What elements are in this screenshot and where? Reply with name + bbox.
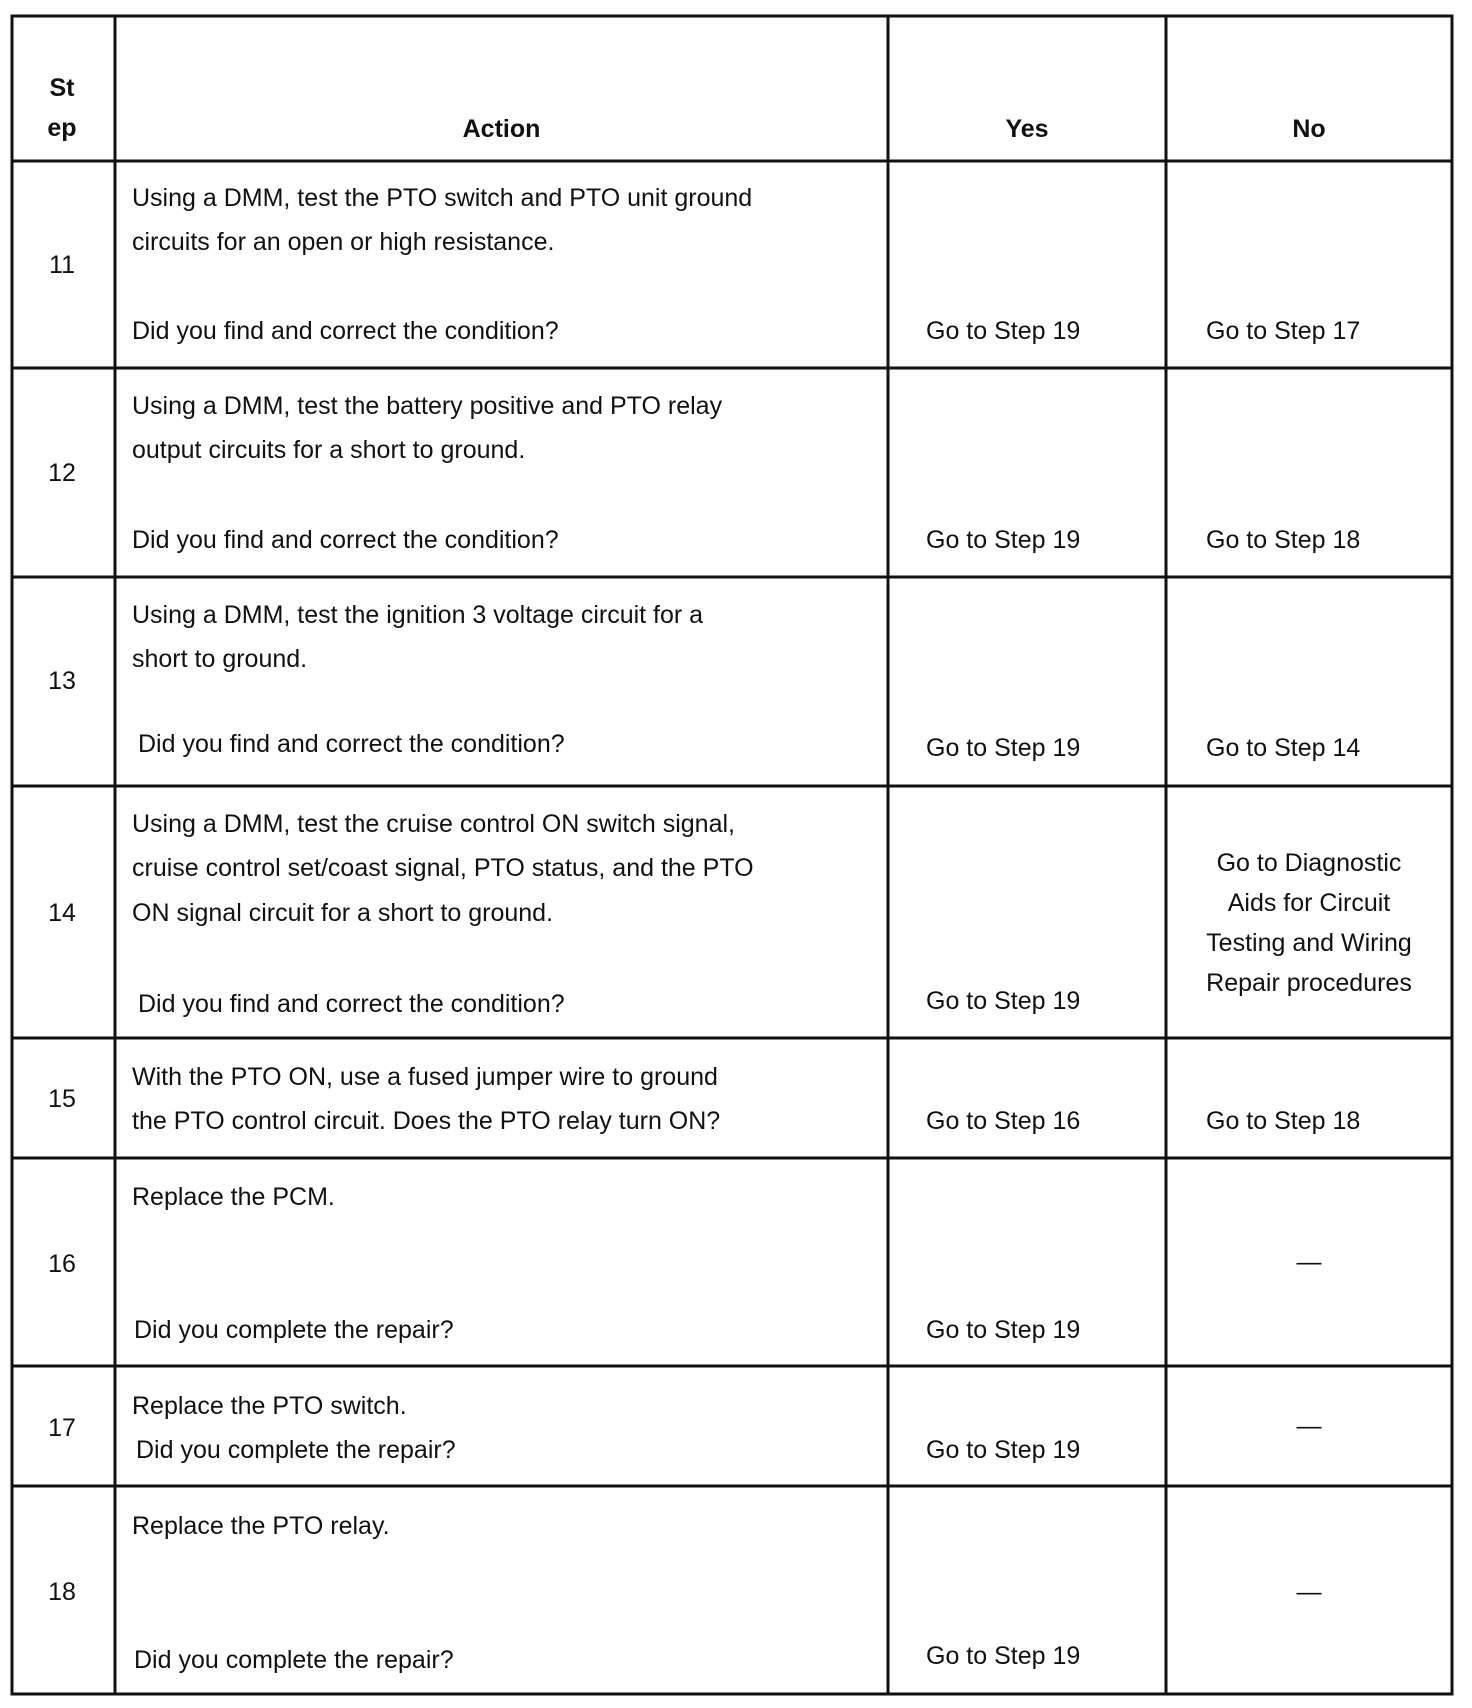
action-question: Did you find and correct the condition? <box>132 526 559 554</box>
no-outcome-line: Repair procedures <box>1206 969 1412 997</box>
yes-outcome: Go to Step 19 <box>926 987 1081 1015</box>
action-line: Replace the PTO relay. <box>132 1512 390 1540</box>
action-line: Using a DMM, test the ignition 3 voltage circuit for a <box>132 601 704 629</box>
step-number: 16 <box>48 1250 76 1278</box>
no-outcome: Go to Step 17 <box>1206 317 1361 345</box>
action-question: Did you complete the repair? <box>136 1436 456 1464</box>
action-line: Using a DMM, test the battery positive and PTO relay <box>132 392 723 420</box>
action-line: Using a DMM, test the cruise control ON switch signal, <box>132 810 735 838</box>
action-question: Did you complete the repair? <box>134 1646 454 1674</box>
yes-outcome: Go to Step 16 <box>926 1107 1081 1135</box>
no-outcome: Go to Step 18 <box>1206 1107 1361 1135</box>
action-line: With the PTO ON, use a fused jumper wire to ground <box>132 1063 718 1091</box>
action-line: Using a DMM, test the PTO switch and PTO unit ground <box>132 184 753 212</box>
step-number: 13 <box>48 667 76 695</box>
action-question: Did you find and correct the condition? <box>132 317 559 345</box>
action-line: ON signal circuit for a short to ground. <box>132 899 554 927</box>
step-number: 15 <box>48 1085 76 1113</box>
action-question: Did you complete the repair? <box>134 1316 454 1344</box>
yes-outcome: Go to Step 19 <box>926 1316 1081 1344</box>
yes-outcome: Go to Step 19 <box>926 526 1081 554</box>
action-line: Replace the PCM. <box>132 1183 335 1211</box>
header-step: St ep <box>47 74 77 142</box>
action-question: Did you find and correct the condition? <box>138 990 565 1018</box>
no-outcome-line: Testing and Wiring <box>1206 929 1412 957</box>
action-line: output circuits for a short to ground. <box>132 436 526 464</box>
no-outcome-line: Go to Diagnostic <box>1216 849 1402 877</box>
action-line: Replace the PTO switch. <box>132 1392 407 1420</box>
header-yes: Yes <box>1005 115 1049 143</box>
action-line: cruise control set/coast signal, PTO status, and the PTO <box>132 854 754 882</box>
step-number: 12 <box>48 459 76 487</box>
no-outcome: Go to Step 14 <box>1206 734 1361 762</box>
header-no: No <box>1292 115 1326 143</box>
no-outcome: — <box>1296 1248 1322 1276</box>
yes-outcome: Go to Step 19 <box>926 317 1081 345</box>
yes-outcome: Go to Step 19 <box>926 1436 1081 1464</box>
no-outcome: Go to Step 18 <box>1206 526 1361 554</box>
action-question: Did you find and correct the condition? <box>138 730 565 758</box>
step-number: 18 <box>48 1578 76 1606</box>
action-line: the PTO control circuit. Does the PTO relay turn ON? <box>132 1107 721 1135</box>
header-action: Action <box>462 115 541 143</box>
no-outcome: — <box>1296 1412 1322 1440</box>
no-outcome-line: Aids for Circuit <box>1227 889 1391 917</box>
no-outcome: — <box>1296 1578 1322 1606</box>
step-number: 14 <box>48 899 76 927</box>
action-line: short to ground. <box>132 645 308 673</box>
action-line: circuits for an open or high resistance. <box>132 228 555 256</box>
yes-outcome: Go to Step 19 <box>926 1642 1081 1670</box>
step-number: 11 <box>49 251 75 279</box>
yes-outcome: Go to Step 19 <box>926 734 1081 762</box>
step-number: 17 <box>48 1414 76 1442</box>
